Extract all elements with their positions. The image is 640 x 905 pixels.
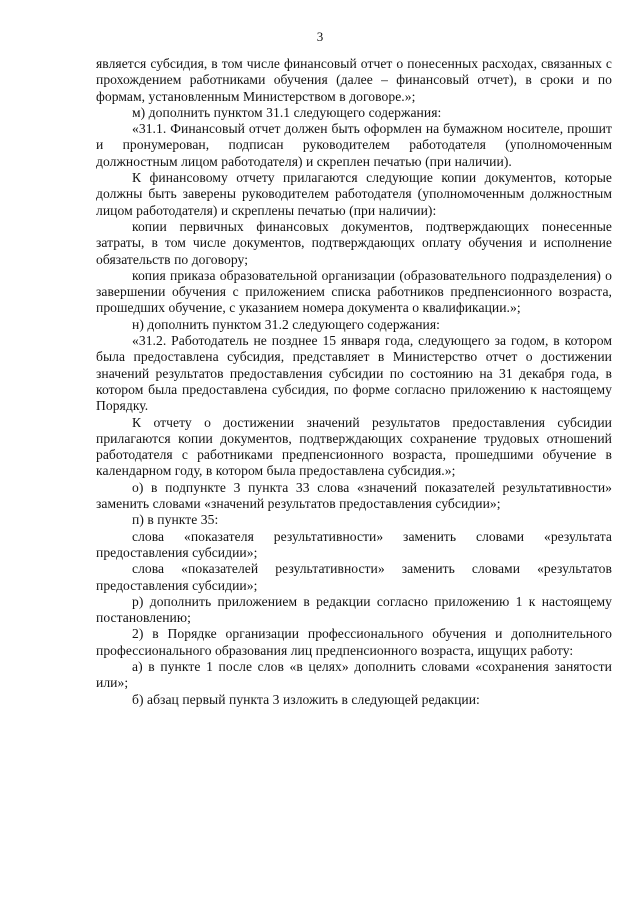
paragraph-item-b: б) абзац первый пункта 3 изложить в следующей редакции:	[132, 691, 480, 707]
paragraph-item-o: о) в подпункте 3 пункта 33 слова «значений показателей результативности» заменить словами «значений результатов предоставления субсидии»;	[96, 479, 612, 512]
paragraph-item-p: п) в пункте 35:	[132, 512, 219, 528]
paragraph-item-a: а) в пункте 1 после слов «в целях» дополнить словами «сохранения занятости или»;	[96, 658, 612, 691]
document-body	[96, 56, 612, 708]
paragraph-item-n: н) дополнить пунктом 31.2 следующего содержания:	[132, 316, 440, 332]
page-number: 3	[316, 29, 324, 44]
paragraph-item-2: 2) в Порядке организации профессионального обучения и дополнительного профессионального образования лиц предпенсионного возраста, ищущих работу:	[96, 626, 612, 658]
paragraph-replace-indicators: слова «показателей результативности» заменить словами «результатов предоставления субсидии»;	[96, 561, 612, 593]
paragraph-31-1: «31.1. Финансовый отчет должен быть оформлен на бумажном носителе, прошит и пронумерован, подписан руководителем работодателя (уполномоченным должностным лицом работодателя) и скреплен печатью (при наличии).	[96, 121, 612, 169]
paragraph-primary-docs: копии первичных финансовых документов, подтверждающих понесенные затраты, в том числе документов, подтверждающих оплату обучения и исполнение обязательств по договору;	[96, 218, 612, 267]
paragraph-order-copy: копия приказа образовательной организации (образовательного подразделения) о завершении обучения с приложением списка работников предпенсионного возраста, прошедших обучение, с указанием номера документа о квалификации.»;	[96, 267, 612, 316]
paragraph-continuation: является субсидия, в том числе финансовый отчет о понесенных расходах, связанных с прохождением работниками обучения (далее – финансовый отчет), в сроки и по формам, установленным Министерством в договоре.»;	[96, 56, 612, 104]
paragraph-replace-indicator: слова «показателя результативности» заменить словами «результата предоставления субсидии»;	[96, 528, 612, 560]
paragraph-report-attachments: К финансовому отчету прилагаются следующие копии документов, которые должны быть заверены руководителем работодателя (уполномоченным должностным лицом работодателя) и скреплены печатью (при наличии):	[96, 170, 612, 218]
paragraph-item-m: м) дополнить пунктом 31.1 следующего содержания:	[132, 104, 442, 120]
paragraph-results-report: К отчету о достижении значений результатов предоставления субсидии прилагаются копии документов, подтверждающих сохранение трудовых отношений работодателя с работниками предпенсионного возраста, прошедшими обучение в календарном году, в котором была предоставлена субсидия.»;	[96, 414, 612, 479]
paragraph-item-r: р) дополнить приложением в редакции согласно приложению 1 к настоящему постановлению;	[96, 593, 612, 626]
paragraph-31-2: «31.2. Работодатель не позднее 15 января года, следующего за годом, в котором была предоставлена субсидия, представляет в Министерство отчет о достижении значений результатов предоставления субсидии по состоянию на 31 декабря года, в котором была предоставлена субсидия, по форме согласно приложению к настоящему Порядку.	[96, 333, 612, 414]
